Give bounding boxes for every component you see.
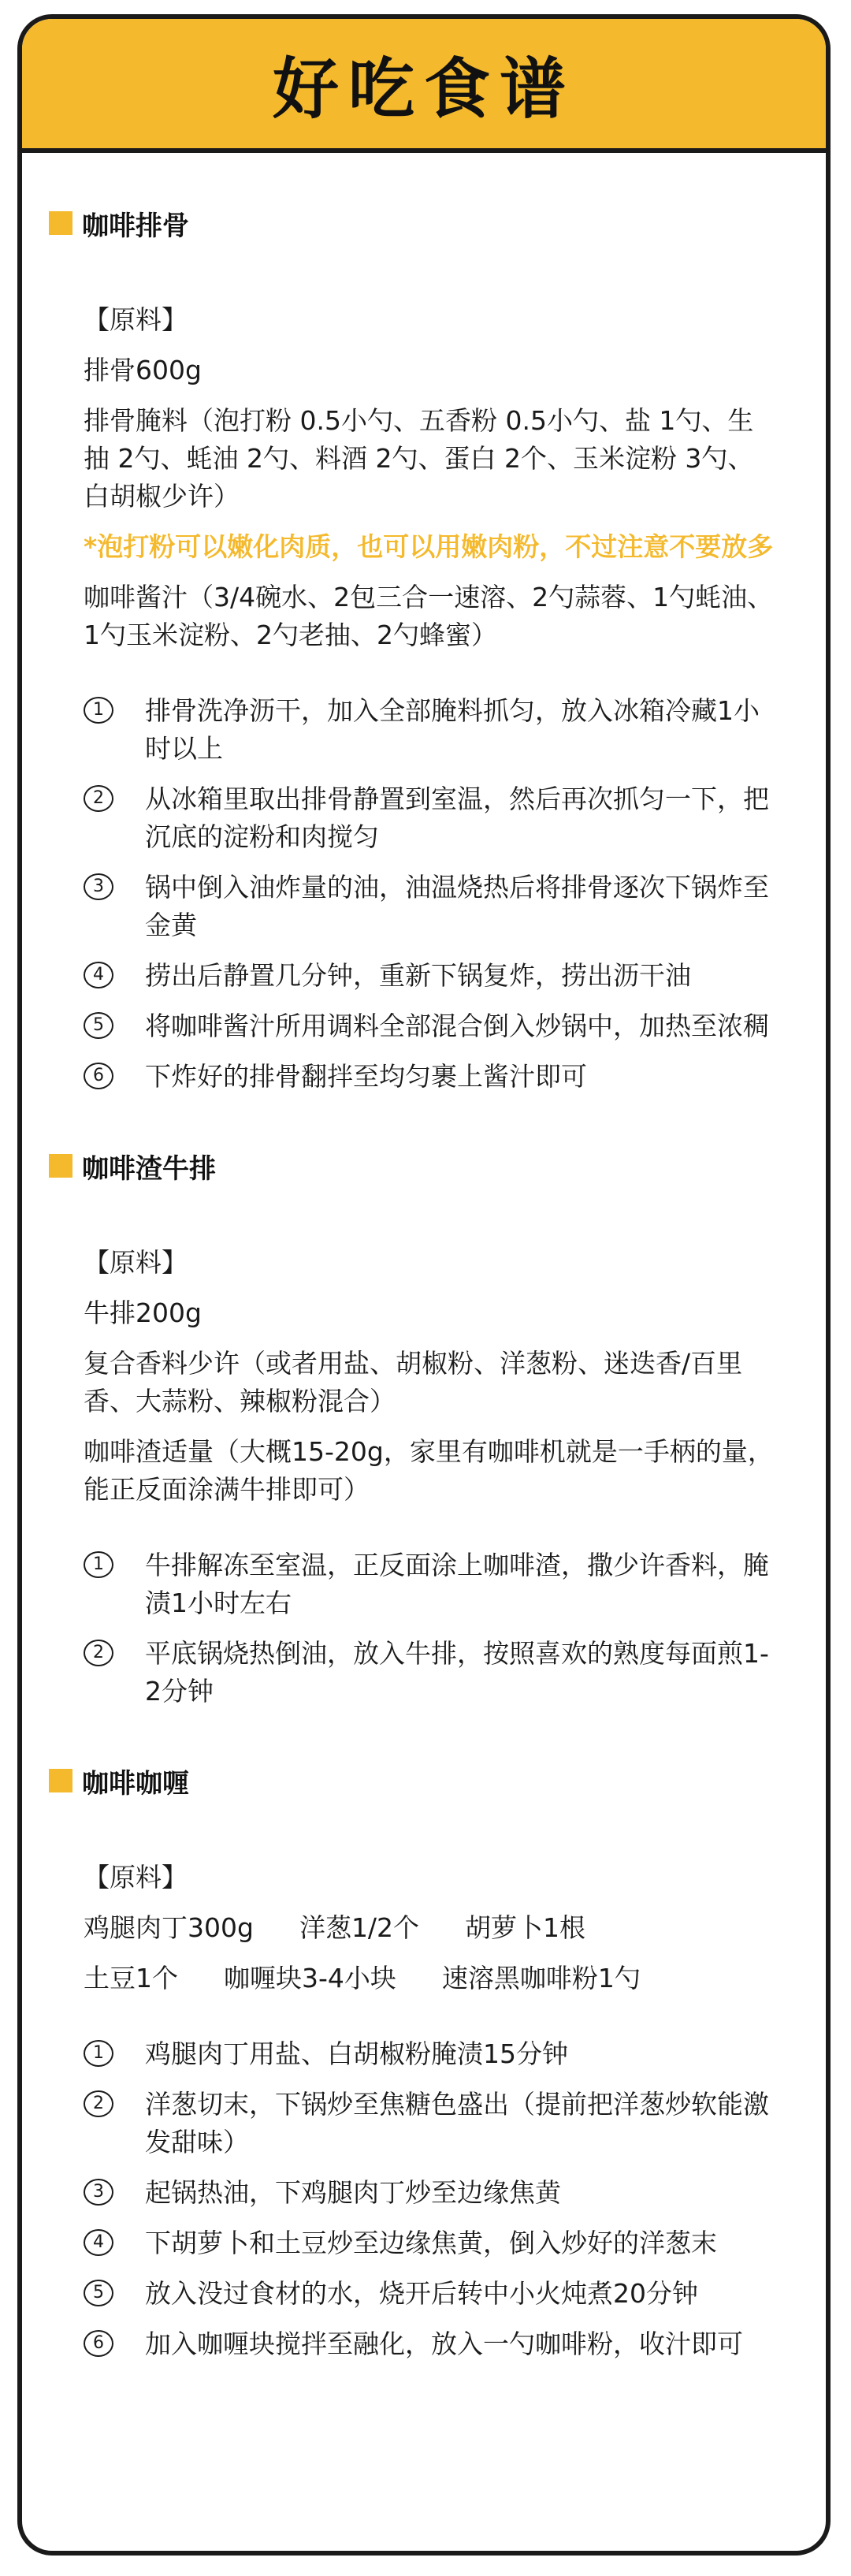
tip-note: *泡打粉可以嫩化肉质，也可以用嫩肉粉，不过注意不要放多 [84,531,774,562]
ingredient-row [84,1960,777,1997]
circled-number-icon: 3 [84,2179,113,2206]
step-item [84,1007,777,1045]
ingredients-label: 【原料】 [84,1862,188,1893]
section-title-text: 咖啡排骨 [82,210,189,242]
step-text: 洋葱切末，下锅炒至焦糖色盛出（提前把洋葱炒软能激发甜味） [145,2089,769,2157]
circled-number-icon: 3 [84,873,113,900]
step-item [84,780,777,856]
step-item [84,2035,777,2073]
step-item [84,2224,777,2262]
step-text: 下胡萝卜和土豆炒至边缘焦黄，倒入炒好的洋葱末 [145,2228,717,2258]
recipe-coffee-curry [49,1761,777,2363]
square-bullet-icon [49,1154,72,1178]
ingredient-line: 排骨腌料（泡打粉 0.5小勺、五香粉 0.5小勺、盐 1勺、生抽 2勺、蚝油 2勺、料酒 2勺、蛋白 2个、玉米淀粉 3勺、白胡椒少许） [84,405,754,512]
circled-number-icon: 4 [84,962,113,988]
section-title [49,1761,777,1800]
ingredient-row [84,1909,777,1947]
circled-number-icon: 2 [84,2090,113,2117]
ingredient-item: 鸡腿肉丁300g [84,1912,254,1943]
circled-number-icon: 6 [84,1063,113,1089]
step-item [84,2275,777,2313]
recipe-coffee-ribs [49,203,777,1096]
step-item [84,2086,777,2161]
ingredient-item: 洋葱1/2个 [299,1912,420,1943]
recipe-content [22,203,826,2363]
recipe-card [17,14,831,2556]
ingredient-line: 复合香料少许（或者用盐、胡椒粉、洋葱粉、迷迭香/百里香、大蒜粉、辣椒粉混合） [84,1348,743,1416]
ingredient-item: 速溶黑咖啡粉1勺 [441,1963,641,1993]
step-text: 排骨洗净沥干，加入全部腌料抓匀，放入冰箱冷藏1小时以上 [145,695,760,764]
step-text: 从冰箱里取出排骨静置到室温，然后再次抓匀一下，把沉底的淀粉和肉搅匀 [145,784,769,852]
ingredients-block [49,1859,777,1997]
recipe-coffee-ground-steak [49,1146,777,1711]
square-bullet-icon [49,1769,72,1792]
header-banner [22,19,826,153]
circled-number-icon: 2 [84,785,113,812]
step-item [84,1635,777,1711]
step-text: 鸡腿肉丁用盐、白胡椒粉腌渍15分钟 [145,2038,568,2069]
steps-list [49,2035,777,2363]
step-item [84,869,777,944]
circled-number-icon: 4 [84,2229,113,2256]
ingredients-block [49,1244,777,1509]
circled-number-icon: 2 [84,1640,113,1666]
circled-number-icon: 5 [84,2280,113,2306]
step-text: 起锅热油，下鸡腿肉丁炒至边缘焦黄 [145,2177,561,2208]
ingredient-item: 土豆1个 [84,1963,178,1993]
page-title: 好吃食谱 [272,50,575,128]
section-title [49,203,777,243]
step-text: 锅中倒入油炸量的油，油温烧热后将排骨逐次下锅炸至金黄 [145,872,769,940]
ingredients-label: 【原料】 [84,1247,188,1278]
step-text: 下炸好的排骨翻拌至均匀裹上酱汁即可 [145,1061,587,1092]
section-title-text: 咖啡渣牛排 [82,1152,216,1185]
step-item [84,2325,777,2363]
section-title [49,1146,777,1186]
step-item [84,1058,777,1096]
step-item [84,1547,777,1622]
ingredient-item: 咖喱块3-4小块 [224,1963,396,1993]
ingredient-item: 胡萝卜1根 [465,1912,586,1943]
ingredient-line: 排骨600g [84,355,202,385]
step-text: 加入咖喱块搅拌至融化，放入一勺咖啡粉，收汁即可 [145,2328,743,2359]
step-item [84,2174,777,2212]
ingredient-line: 牛排200g [84,1297,202,1328]
step-item [84,692,777,768]
steps-list [49,1547,777,1711]
ingredients-block [49,301,777,654]
section-title-text: 咖啡咖喱 [82,1767,189,1800]
step-text: 将咖啡酱汁所用调料全部混合倒入炒锅中，加热至浓稠 [145,1011,769,1041]
steps-list [49,692,777,1096]
sauce-line: 咖啡酱汁（3/4碗水、2包三合一速溶、2勺蒜蓉、1勺蚝油、1勺玉米淀粉、2勺老抽、2勺蜂蜜） [84,582,774,650]
circled-number-icon: 1 [84,697,113,724]
square-bullet-icon [49,211,72,235]
circled-number-icon: 1 [84,2040,113,2067]
step-text: 平底锅烧热倒油，放入牛排，按照喜欢的熟度每面煎1-2分钟 [145,1638,769,1707]
circled-number-icon: 1 [84,1551,113,1578]
ingredients-label: 【原料】 [84,304,188,335]
circled-number-icon: 6 [84,2330,113,2357]
step-item [84,957,777,995]
circled-number-icon: 5 [84,1012,113,1039]
ingredient-line: 咖啡渣适量（大概15-20g，家里有咖啡机就是一手柄的量，能正反面涂满牛排即可） [84,1436,774,1505]
step-text: 捞出后静置几分钟，重新下锅复炸，捞出沥干油 [145,960,691,991]
step-text: 牛排解冻至室温，正反面涂上咖啡渣，撒少许香料，腌渍1小时左右 [145,1550,769,1618]
step-text: 放入没过食材的水，烧开后转中小火炖煮20分钟 [145,2278,698,2309]
